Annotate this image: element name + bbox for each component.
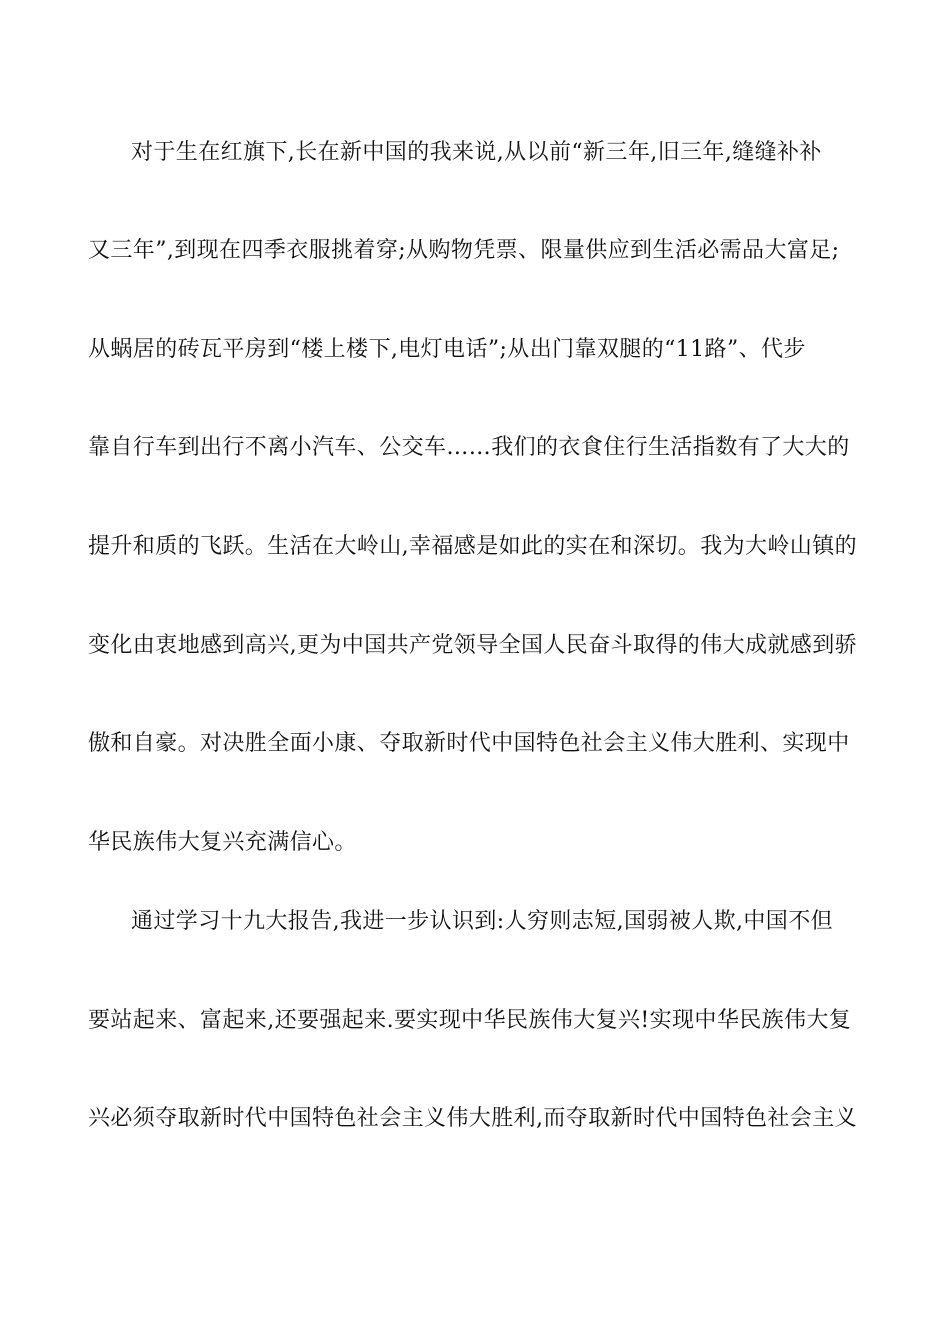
paragraph-2-line-2: 要站起来、富起来,还要强起来.要实现中华民族伟大复兴!实现中华民族伟大复 bbox=[88, 1008, 852, 1033]
paragraph-1-line-2: 又三年”,到现在四季衣服挑着穿;从购物凭票、限量供应到生活必需品大富足; bbox=[88, 238, 840, 263]
paragraph-1-line-1: 对于生在红旗下,长在新中国的我来说,从以前“新三年,旧三年,缝缝补补 bbox=[131, 140, 822, 165]
paragraph-1-line-3: 从蜗居的砖瓦平房到“楼上楼下,电灯电话”;从出门靠双腿的“11路”、代步 bbox=[88, 337, 806, 362]
paragraph-2-line-3: 兴必须夺取新时代中国特色社会主义伟大胜利,而夺取新时代中国特色社会主义 bbox=[88, 1106, 857, 1131]
paragraph-1-line-4: 靠自行车到出行不离小汽车、公交车……我们的衣食住行生活指数有了大大的 bbox=[88, 435, 850, 460]
paragraph-2-line-1: 通过学习十九大报告,我进一步认识到:人穷则志短,国弱被人欺,中国不但 bbox=[131, 909, 833, 934]
paragraph-1-line-5: 提升和质的飞跃。生活在大岭山,幸福感是如此的实在和深切。我为大岭山镇的 bbox=[88, 534, 857, 559]
paragraph-1-line-8: 华民族伟大复兴充满信心。 bbox=[88, 830, 357, 855]
paragraph-1-line-6: 变化由衷地感到高兴,更为中国共产党领导全国人民奋斗取得的伟大成就感到骄 bbox=[88, 633, 857, 658]
paragraph-1-line-7: 傲和自豪。对决胜全面小康、夺取新时代中国特色社会主义伟大胜利、实现中 bbox=[88, 731, 850, 756]
